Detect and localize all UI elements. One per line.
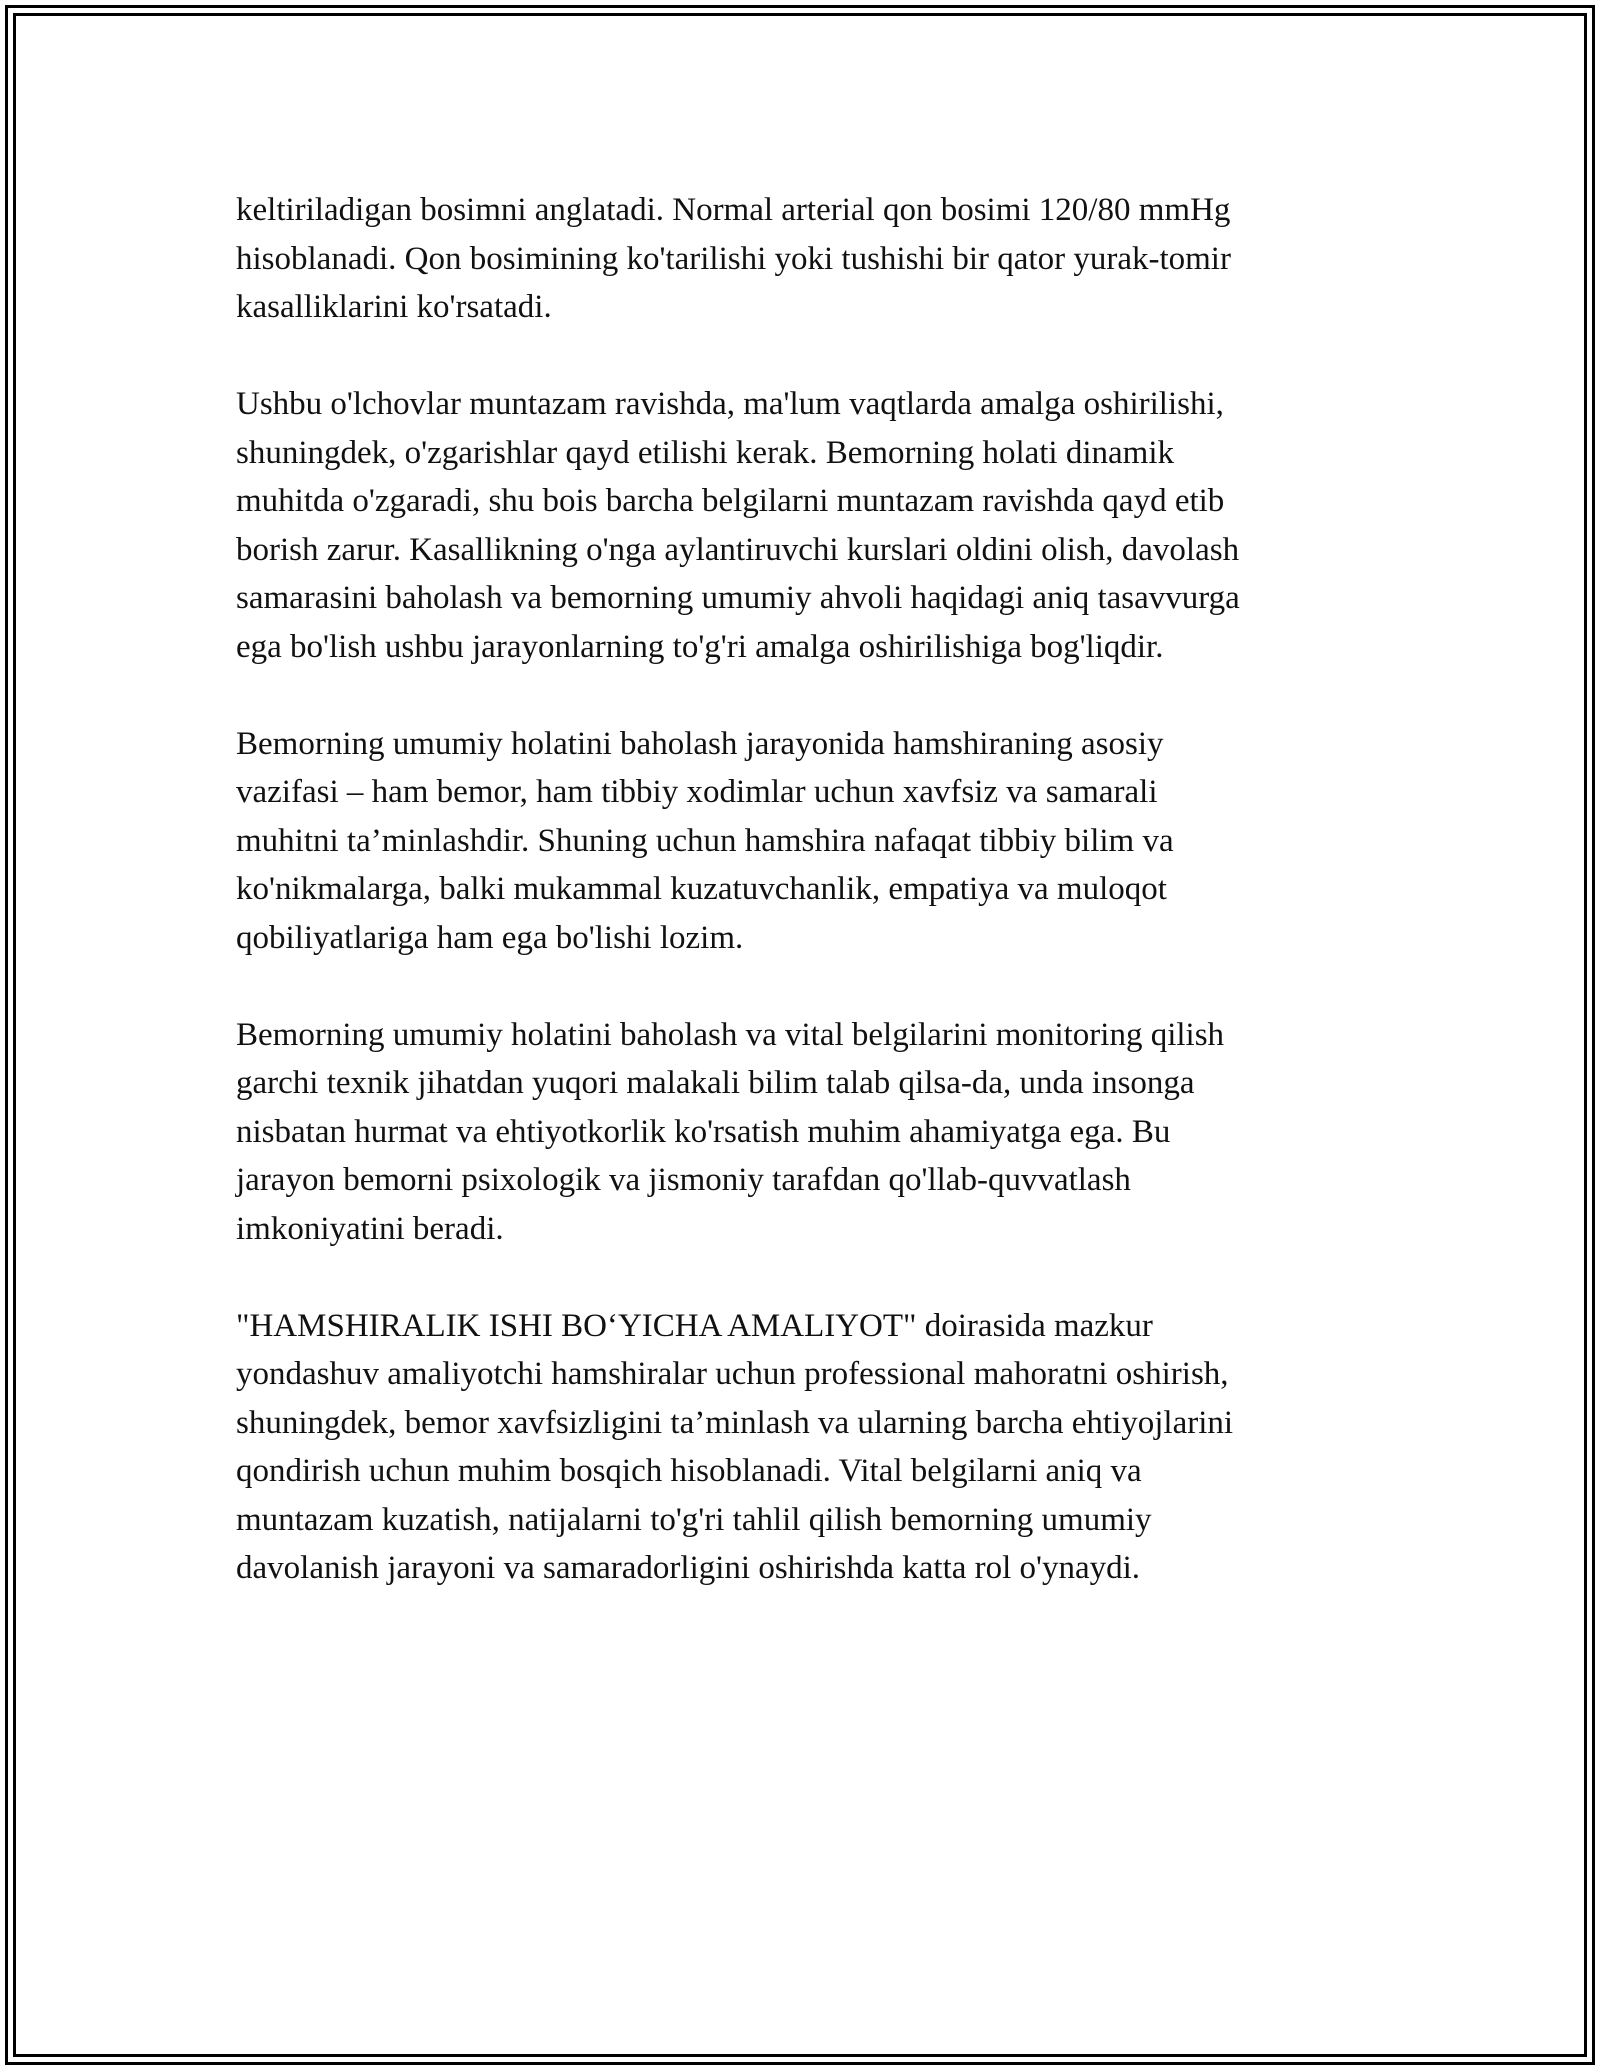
text-line: Bemorning umumiy holatini baholash va vital belgilarini monitoring qilish (236, 1016, 1225, 1053)
text-line: ko'nikmalarga, balki mukammal kuzatuvchanlik, empatiya va muloqot (236, 871, 1167, 907)
text-line: qobiliyatlariga ham ega bo'lishi lozim. (236, 919, 744, 956)
text-line: garchi texnik jihatdan yuqori malakali bilim talab qilsa-da, unda insonga (236, 1065, 1195, 1101)
text-line: ega bo'lish ushbu jarayonlarning to'g'ri amalga oshirilishiga bog'liqdir. (236, 628, 1164, 665)
text-line: Ushbu o'lchovlar muntazam ravishda, ma'lum vaqtlarda amalga oshirilishi, (236, 386, 1224, 422)
text-line: muntazam kuzatish, natijalarni to'g'ri tahlil qilish bemorning umumiy (236, 1501, 1152, 1538)
text-line: imkoniyatini beradi. (236, 1210, 504, 1247)
text-line: jarayon bemorni psixologik va jismoniy tarafdan qo'llab-quvvatlash (236, 1162, 1131, 1198)
text-line: yondashuv amaliyotchi hamshiralar uchun professional mahoratni oshirish, (236, 1356, 1229, 1392)
text-line: shuningdek, o'zgarishlar qayd etilishi kerak. Bemorning holati dinamik (236, 434, 1175, 471)
paragraph-5 (236, 1302, 1366, 1593)
text-line: vazifasi – ham bemor, ham tibbiy xodimlar uchun xavfsiz va samarali (236, 774, 1158, 810)
paragraph-2 (236, 380, 1366, 671)
text-line: kasalliklarini ko'rsatadi. (236, 289, 552, 325)
text-line: keltiriladigan bosimni anglatadi. Normal arterial qon bosimi 120/80 mmHg (236, 192, 1231, 228)
text-line: muhitni ta’minlashdir. Shuning uchun hamshira nafaqat tibbiy bilim va (236, 822, 1174, 859)
text-line: hisoblanadi. Qon bosimining ko'tarilishi yoki tushishi bir qator yurak-tomir (236, 240, 1231, 277)
paragraph-1 (236, 186, 1366, 332)
paragraph-4 (236, 1011, 1366, 1254)
text-line: borish zarur. Kasallikning o'nga aylantiruvchi kurslari oldini olish, davolash (236, 531, 1240, 568)
text-line: Bemorning umumiy holatini baholash jarayonida hamshiraning asosiy (236, 725, 1164, 762)
document-body (236, 186, 1366, 1641)
text-line: shuningdek, bemor xavfsizligini ta’minlash va ularning barcha ehtiyojlarini (236, 1404, 1234, 1441)
text-line: samarasini baholash va bemorning umumiy ahvoli haqidagi aniq tasavvurga (236, 580, 1240, 616)
text-line: "HAMSHIRALIK ISHI BO‘YICHA AMALIYOT" doirasida mazkur (236, 1307, 1153, 1344)
text-line: muhitda o'zgaradi, shu bois barcha belgilarni muntazam ravishda qayd etib (236, 483, 1225, 519)
text-line: nisbatan hurmat va ehtiyotkorlik ko'rsatish muhim ahamiyatga ega. Bu (236, 1113, 1171, 1150)
text-line: davolanish jarayoni va samaradorligini oshirishda katta rol o'ynaydi. (236, 1550, 1141, 1586)
paragraph-3 (236, 720, 1366, 963)
text-line: qondirish uchun muhim bosqich hisoblanadi. Vital belgilarni aniq va (236, 1453, 1142, 1489)
